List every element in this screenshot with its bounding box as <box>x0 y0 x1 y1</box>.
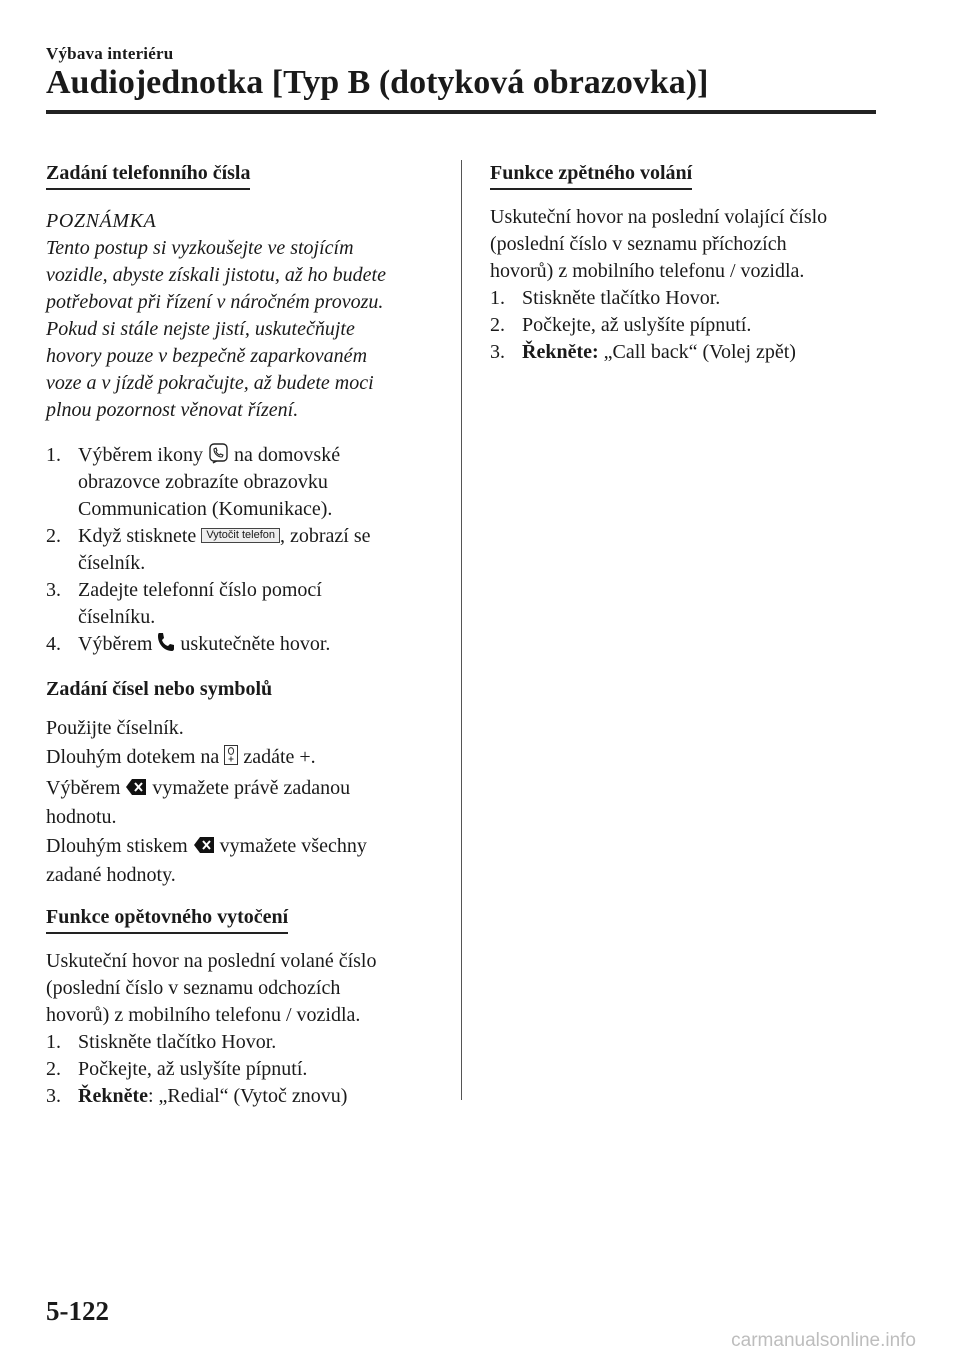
body-text: vymažete všechny <box>219 835 367 857</box>
step-number: 3. <box>46 1085 61 1107</box>
step-number: 3. <box>46 579 61 601</box>
callback-steps <box>490 285 890 366</box>
body-line <box>46 744 446 773</box>
step-text: Když stisknete <box>78 525 197 547</box>
step-item <box>46 523 446 577</box>
zero-plus-key-icon <box>224 745 238 773</box>
body-line <box>46 775 446 804</box>
page-title: Audiojednotka [Typ B (dotyková obrazovka)] <box>46 64 709 101</box>
left-column <box>46 160 446 1110</box>
step-item <box>490 312 890 339</box>
body-text: zadáte +. <box>243 746 316 768</box>
body-line: hovorů) z mobilního telefonu / vozidla. <box>490 260 805 282</box>
body-text: Dlouhým dotekem na <box>46 746 220 768</box>
callback-paragraph <box>490 204 890 285</box>
step-text: číselník. <box>78 552 146 574</box>
body-text: Dlouhým stiskem <box>46 835 188 857</box>
column-divider <box>461 160 462 1100</box>
note-block <box>46 208 446 424</box>
step-text: Stiskněte tlačítko Hovor. <box>522 287 721 309</box>
step-item <box>490 339 890 366</box>
body-line: Uskuteční hovor na poslední volané číslo <box>46 950 377 972</box>
step-number: 4. <box>46 633 61 655</box>
step-text: Počkejte, až uslyšíte pípnutí. <box>522 314 752 336</box>
right-column <box>490 160 890 366</box>
step-text: uskutečněte hovor. <box>180 633 331 655</box>
note-line: plnou pozornost věnovat řízení. <box>46 399 299 421</box>
body-text: Výběrem <box>46 777 121 799</box>
note-line: hovory pouze v bezpečně zaparkovaném <box>46 345 368 367</box>
step-text: Výběrem ikony <box>78 444 203 466</box>
digits-symbols-paragraph <box>46 715 446 889</box>
heading-redial: Funkce opětovného vytočení <box>46 905 288 934</box>
backspace-icon <box>125 777 147 804</box>
note-line: potřebovat při řízení v náročném provozu. <box>46 291 384 313</box>
step-keyword: Řekněte: <box>522 341 599 363</box>
step-number: 1. <box>490 287 505 309</box>
step-text: , zobrazí se <box>280 525 371 547</box>
step-text: obrazovce zobrazíte obrazovku <box>78 471 328 493</box>
step-text: Communication (Komunikace). <box>78 498 333 520</box>
watermark: carmanualsonline.info <box>731 1330 916 1351</box>
title-rule <box>46 110 876 114</box>
heading-callback: Funkce zpětného volání <box>490 161 692 190</box>
step-number: 2. <box>490 314 505 336</box>
step-item <box>46 442 446 523</box>
communication-icon <box>208 443 229 464</box>
step-text: : „Redial“ (Vytoč znovu) <box>147 1085 348 1107</box>
body-line: Uskuteční hovor na poslední volající číslo <box>490 206 828 228</box>
step-text: Výběrem <box>78 633 153 655</box>
body-line <box>46 833 446 862</box>
step-item <box>46 1029 446 1056</box>
backspace-icon <box>193 835 215 862</box>
phone-call-icon <box>157 632 175 660</box>
section-label: Výbava interiéru <box>46 44 174 63</box>
step-item <box>490 285 890 312</box>
redial-steps <box>46 1029 446 1110</box>
body-line: (poslední číslo v seznamu odchozích <box>46 977 341 999</box>
step-item <box>46 1083 446 1110</box>
heading-digits-symbols: Zadání čísel nebo symbolů <box>46 678 273 700</box>
step-number: 2. <box>46 525 61 547</box>
heading-enter-number: Zadání telefonního čísla <box>46 161 250 190</box>
body-line: hodnotu. <box>46 806 117 828</box>
step-keyword: Řekněte <box>78 1085 148 1107</box>
body-line: zadané hodnoty. <box>46 864 176 886</box>
step-text: „Call back“ (Volej zpět) <box>598 341 796 363</box>
body-line: (poslední číslo v seznamu příchozích <box>490 233 787 255</box>
step-item <box>46 631 446 660</box>
steps-list <box>46 442 446 660</box>
step-number: 1. <box>46 444 61 466</box>
note-line: vozidle, abyste získali jistotu, až ho budete <box>46 264 386 286</box>
step-number: 1. <box>46 1031 61 1053</box>
step-item <box>46 1056 446 1083</box>
step-text: Stiskněte tlačítko Hovor. <box>78 1031 277 1053</box>
body-line: Použijte číselník. <box>46 717 184 739</box>
note-line: Tento postup si vyzkoušejte ve stojícím <box>46 237 354 259</box>
note-line: voze a v jízdě pokračujte, až budete moci <box>46 372 374 394</box>
body-line: hovorů) z mobilního telefonu / vozidla. <box>46 1004 361 1026</box>
step-item <box>46 577 446 631</box>
dial-phone-button-chip: Vytočit telefon <box>201 528 280 543</box>
step-text: Zadejte telefonní číslo pomocí <box>78 579 322 601</box>
body-text: vymažete právě zadanou <box>152 777 351 799</box>
step-number: 3. <box>490 341 505 363</box>
step-number: 2. <box>46 1058 61 1080</box>
note-line: Pokud si stále nejste jistí, uskutečňujte <box>46 318 355 340</box>
step-text: číselníku. <box>78 606 156 628</box>
step-text: Počkejte, až uslyšíte pípnutí. <box>78 1058 308 1080</box>
step-text: na domovské <box>233 444 341 466</box>
redial-paragraph <box>46 948 446 1029</box>
page-number: 5-122 <box>46 1296 109 1326</box>
note-title: POZNÁMKA <box>46 210 157 232</box>
